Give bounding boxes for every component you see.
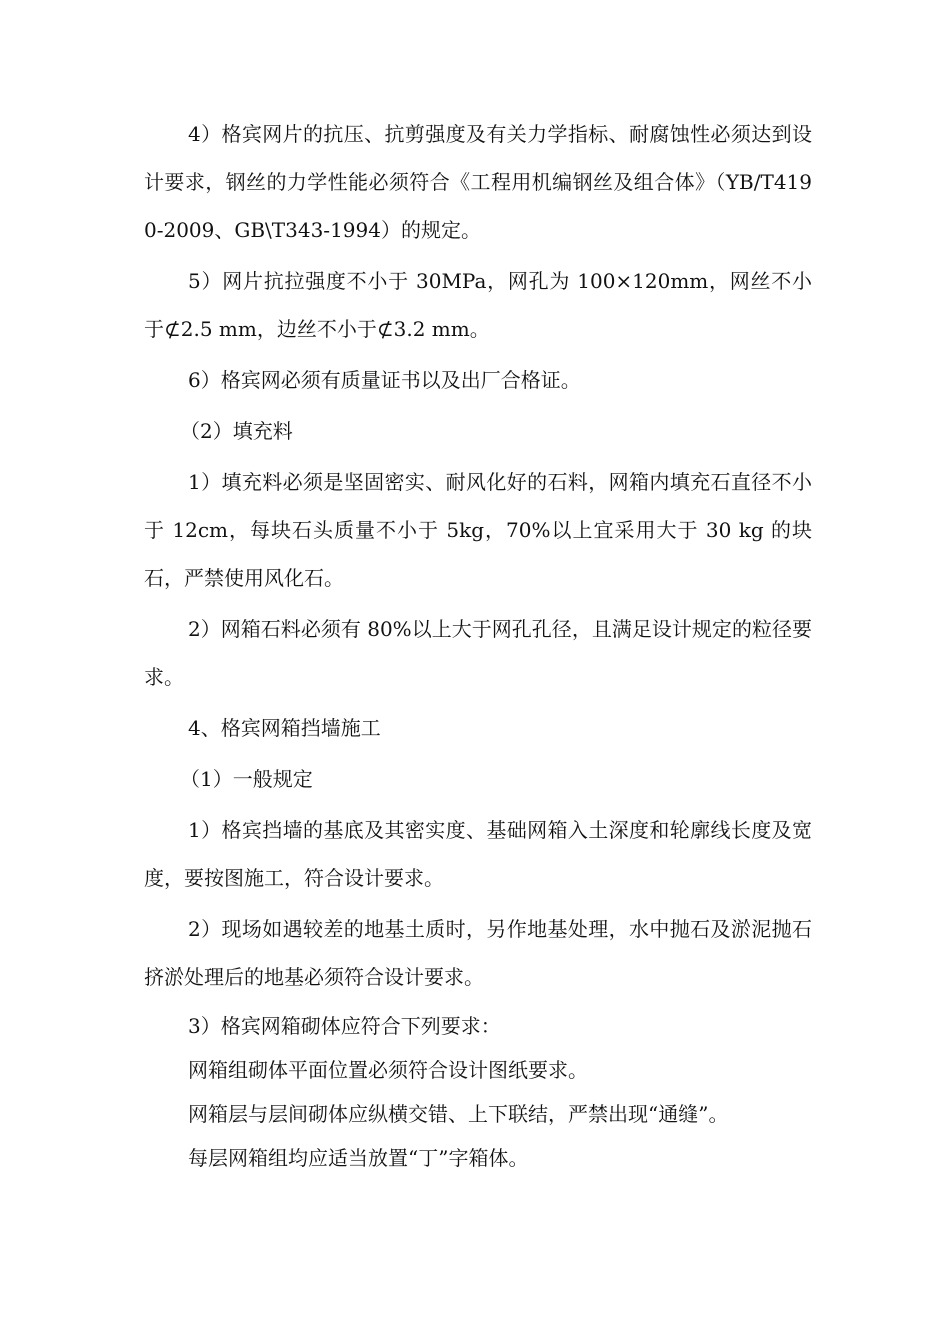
paragraph-rule-1: 1）格宾挡墙的基底及其密实度、基础网箱入土深度和轮廓线长度及宽度，要按图施工，符合设计要求。 bbox=[144, 818, 812, 890]
section-heading-filler: （2）填充料 bbox=[180, 419, 293, 443]
paragraph-item-6-certificate: 6）格宾网必须有质量证书以及出厂合格证。 bbox=[188, 368, 581, 392]
paragraph-item-5-tensile-strength: 5）网片抗拉强度不小于 30MPa，网孔为 100×120mm，网丝不小于⊄2.5 mm，边丝不小于⊄3.2 mm。 bbox=[144, 269, 812, 341]
paragraph-rule-3-item-3: 每层网箱组均应适当放置“丁”字箱体。 bbox=[188, 1146, 529, 1170]
paragraph-rule-3: 3）格宾网箱砌体应符合下列要求： bbox=[188, 1014, 501, 1038]
paragraph-rule-3-item-2: 网箱层与层间砌体应纵横交错、上下联结，严禁出现“通缝”。 bbox=[188, 1102, 729, 1126]
section-heading-general-rules: （1）一般规定 bbox=[180, 767, 313, 791]
paragraph-item-4-mesh-strength: 4）格宾网片的抗压、抗剪强度及有关力学指标、耐腐蚀性必须达到设计要求，钢丝的力学性能必须符合《工程用机编钢丝及组合体》（YB/T4190-2009、GB\T343-1994）的规定。 bbox=[144, 122, 812, 242]
document-body bbox=[144, 110, 812, 1180]
paragraph-rule-3-item-1: 网箱组砌体平面位置必须符合设计图纸要求。 bbox=[188, 1058, 588, 1082]
paragraph-filler-1: 1）填充料必须是坚固密实、耐风化好的石料，网箱内填充石直径不小于 12cm，每块石头质量不小于 5kg，70%以上宜采用大于 30 kg 的块石，严禁使用风化石。 bbox=[144, 470, 812, 590]
paragraph-rule-2: 2）现场如遇较差的地基土质时，另作地基处理，水中抛石及淤泥抛石挤淤处理后的地基必须符合设计要求。 bbox=[144, 917, 812, 989]
section-heading-gabion-wall: 4、格宾网箱挡墙施工 bbox=[188, 716, 381, 740]
paragraph-filler-2: 2）网箱石料必须有 80%以上大于网孔孔径，且满足设计规定的粒径要求。 bbox=[144, 617, 812, 689]
